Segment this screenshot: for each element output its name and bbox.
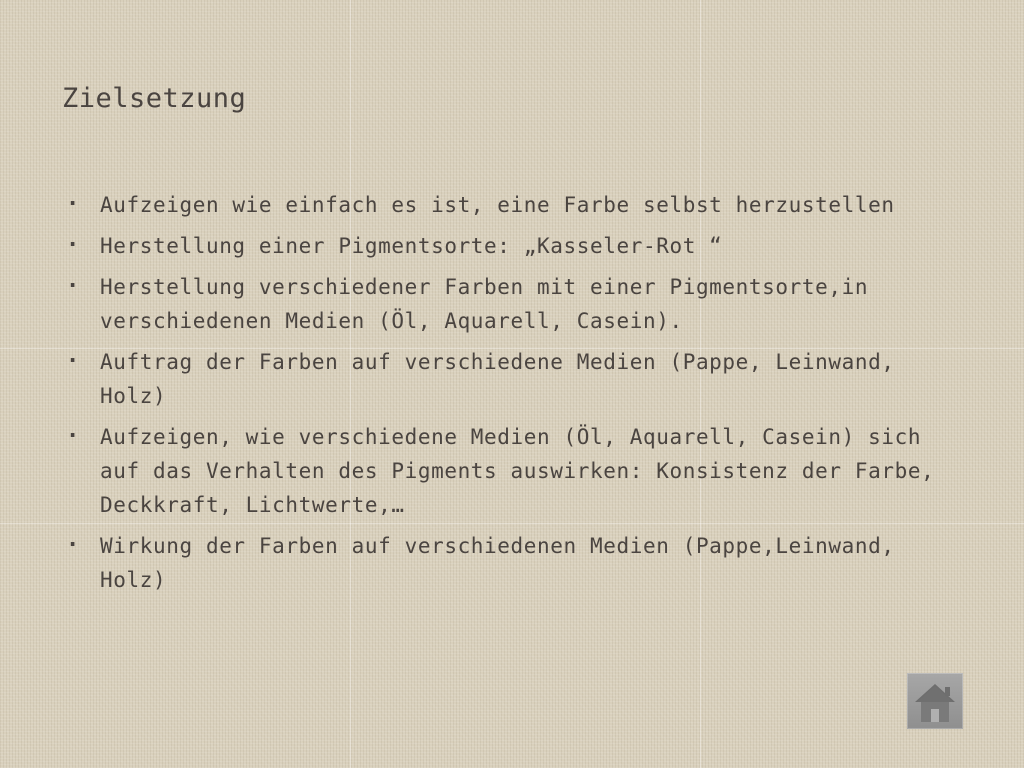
- bullet-item: · Auftrag der Farben auf verschiedene Medien (Pappe, Leinwand, Holz): [62, 345, 962, 413]
- bullet-list: [62, 188, 962, 604]
- bullet-item: · Herstellung einer Pigmentsorte: „Kasseler-Rot “: [62, 229, 962, 263]
- home-icon: [907, 673, 963, 729]
- home-button[interactable]: [907, 673, 963, 729]
- bullet-item: · Wirkung der Farben auf verschiedenen Medien (Pappe,Leinwand, Holz): [62, 529, 962, 597]
- bullet-item: · Aufzeigen wie einfach es ist, eine Farbe selbst herzustellen: [62, 188, 962, 222]
- bullet-item: · Herstellung verschiedener Farben mit einer Pigmentsorte,in verschiedenen Medien (Öl, Aquarell, Casein).: [62, 270, 962, 338]
- bullet-item: · Aufzeigen, wie verschiedene Medien (Öl, Aquarell, Casein) sich auf das Verhalten des Pigments auswirken: Konsistenz der Farbe, Deckkraft, Lichtwerte,…: [62, 420, 962, 522]
- slide-title: Zielsetzung: [62, 83, 247, 114]
